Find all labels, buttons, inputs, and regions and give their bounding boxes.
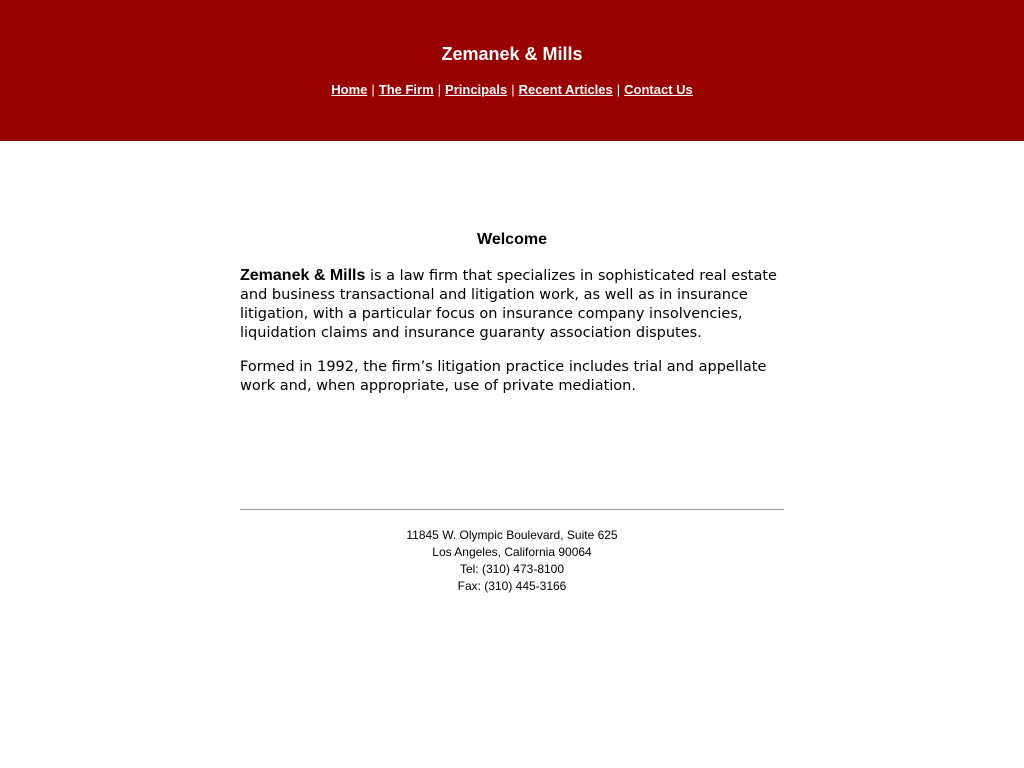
intro-text: is a law firm that specializes in sophisticated real estate and business transactional and litigation work, as well as in insurance litigation, with a particular focus on insurance company insolvencies, liquidation claims and insurance guaranty association disputes.	[240, 268, 777, 341]
footer-divider	[240, 509, 784, 510]
intro-paragraph	[240, 266, 784, 343]
site-title: Zemanek & Mills	[441, 44, 583, 64]
nav-separator: |	[511, 82, 515, 97]
nav-link-contact-us[interactable]: Contact Us	[624, 82, 693, 97]
nav-link-the-firm[interactable]: The Firm	[378, 82, 434, 97]
nav-link-recent-articles[interactable]: Recent Articles	[518, 82, 613, 97]
nav-link-principals[interactable]: Principals	[445, 82, 508, 97]
site-header	[0, 0, 1024, 141]
firm-name: Zemanek & Mills	[240, 267, 366, 284]
history-paragraph: Formed in 1992, the firm’s litigation practice includes trial and appellate work and, when appropriate, use of private mediation.	[240, 359, 767, 394]
telephone: Tel: (310) 473-8100	[459, 562, 565, 576]
nav-separator: |	[616, 82, 621, 97]
nav-separator: |	[371, 82, 375, 97]
nav-separator: |	[437, 82, 442, 97]
address-line-1: 11845 W. Olympic Boulevard, Suite 625	[406, 528, 618, 542]
nav-link-home[interactable]: Home	[331, 82, 368, 97]
address-line-2: Los Angeles, California 90064	[432, 545, 592, 559]
fax: Fax: (310) 445-3166	[457, 579, 567, 593]
welcome-heading: Welcome	[477, 231, 547, 248]
main-content	[240, 230, 784, 411]
site-footer	[240, 527, 784, 595]
main-nav	[0, 82, 1024, 98]
